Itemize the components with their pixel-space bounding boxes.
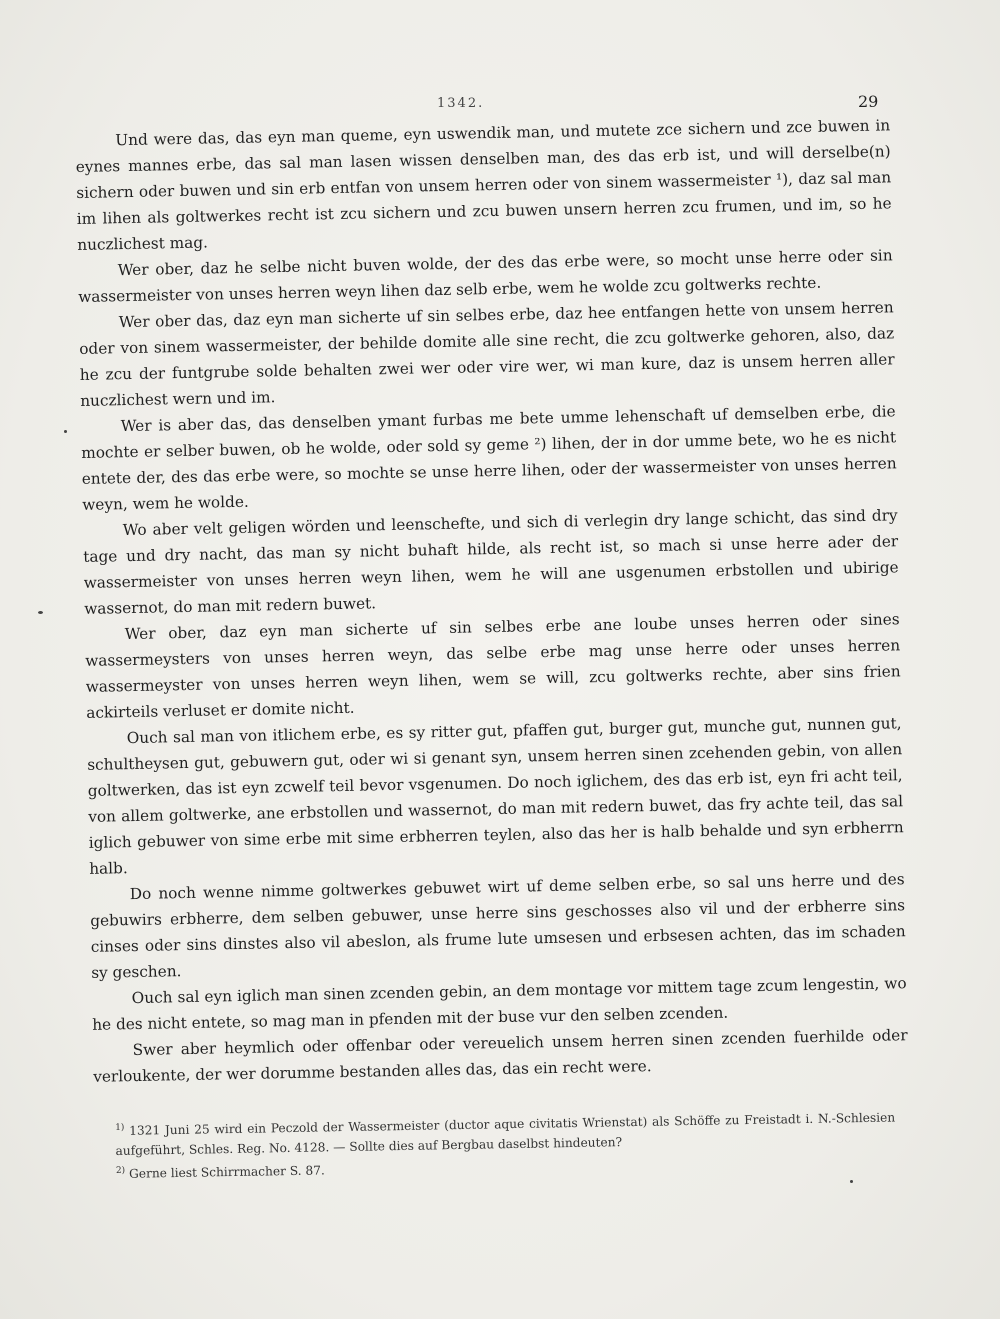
page-number: 29 [858,92,879,111]
main-text [75,112,908,1089]
paragraph: Wo aber velt geligen wörden und leenschefte, und sich di verlegin dry lange schicht, das sind dry tage und dry nacht, das man sy nicht buhaft hilde, als recht ist, so mach si unse herre ader der wassermeister von unses herren weyn lihen, wem he will ane usgenumen erbstollen und ubirige wassernot, do man mit redern buwet. [83,506,899,618]
paragraph: Und were das, das eyn man queme, eyn uswendik man, und mutete zce sichern und zce buwen in eynes mannes erbe, das sal man lasen wissen denselben man, des das erb ist, und will derselbe(n) sichern oder buwen und sin erb entfan von unsem herren oder von sinem wassermeister ¹), daz sal man im lihen als goltwerkes recht ist zcu sichern und zcu buwen unsern herren zcu frumen, und im, so he nuczlichest mag. [75,116,892,254]
paragraph: Do noch wenne nimme goltwerkes gebuwet wirt uf deme selben erbe, so sal uns herre und des gebuwirs erbherre, dem selben gebuwer, unse herre sins geschosses also vil und der erbherre sins cinses oder sins dinstes also vil abeslon, als frume lute umsesen und erbsesen achten, das im schaden sy geschen. [90,870,906,982]
paragraph: Ouch sal man von itlichem erbe, es sy ritter gut, pfaffen gut, burger gut, munche gut, nunnen gut, schultheysen gut, gebuwern gut, oder wi si genant syn, unsem herren sinen zcehenden gebin, von allen goltwerken, das ist eyn zcwelf teil bevor vsgenumen. Do noch iglichem, des das erb ist, eyn fri acht teil, von allem goltwerke, ane erbstollen und wassernot, do man mit redern buwet, das fry achte teil, das sal iglich gebuwer von sime erbe mit sime erbherren teylen, also das her is halb behalde und syn erbherrn halb. [87,714,904,878]
footnote-text: 1321 Juni 25 wird ein Peczold der Wassermeister (ductor aque civitatis Wrienstat) als Schöffe zu Freistadt i. N.-Schlesien aufgeführt, Schles. Reg. No. 4128. — Sollte dies auf Bergbau daselbst hindeuten? [115,1110,896,1159]
footnote-mark: 2) [115,1165,126,1177]
ink-speck [38,611,43,614]
paragraph: Wer is aber das, das denselben ymant furbas me bete umme lehenschaft uf demselben erbe, die mochte er selber buwen, ob he wolde, oder sold sy geme ²) lihen, der in dor umme bete, wo he es nicht entete der, des das erbe were, so mochte se unse herre lihen, oder der wassermeister von unses herren weyn, wem he wolde. [81,402,897,514]
paragraph: Wer ober das, daz eyn man sicherte uf sin selbes erbe, daz hee entfangen hette von unsem herren oder von sinem wassermeister, der behilde domite alle sine recht, die zcu goltwerke gehoren, also, daz he zcu der funtgrube solde behalten zwei wer oder vire wer, wi man kure, daz is unsem herren aller nuczlichest wern und im. [79,298,895,410]
ink-speck [64,430,67,433]
year-heading: 1342. [437,96,485,111]
footnote-text: Gerne liest Schirrmacher S. 87. [128,1163,325,1181]
paragraph: Wer ober, daz eyn man sicherte uf sin selbes erbe ane loube unses herren oder sines wassermeysters von unses herren weyn, das selbe erbe mag unse herre oder unses herren wassermeyster von unses herren weyn lihen, wem se will, zcu goltwerks rechte, aber sins frien ackirteils verluset er domite nicht. [85,610,901,722]
paragraph: Ouch sal eyn iglich man sinen zcenden gebin, an dem montage vor mittem tage zcum lengestin, wo he des nicht entete, so mag man in pfenden mit der buse vur den selben zcenden. [92,974,907,1034]
paragraph: Swer aber heymlich oder offenbar oder vereuelich unsem herren sinen zcenden fuerhilde oder verloukente, der wer dorumme bestanden alles das, das ein recht were. [93,1026,908,1086]
ink-speck [850,1180,853,1183]
paragraph: Wer ober, daz he selbe nicht buven wolde, der des das erbe were, so mocht unse herre oder sin wassermeister von unses herren weyn lihen daz selb erbe, wem he wolde zcu goltwerks rechte. [78,246,893,306]
footnote-mark: 1) [115,1122,125,1133]
footnotes [115,1104,896,1184]
